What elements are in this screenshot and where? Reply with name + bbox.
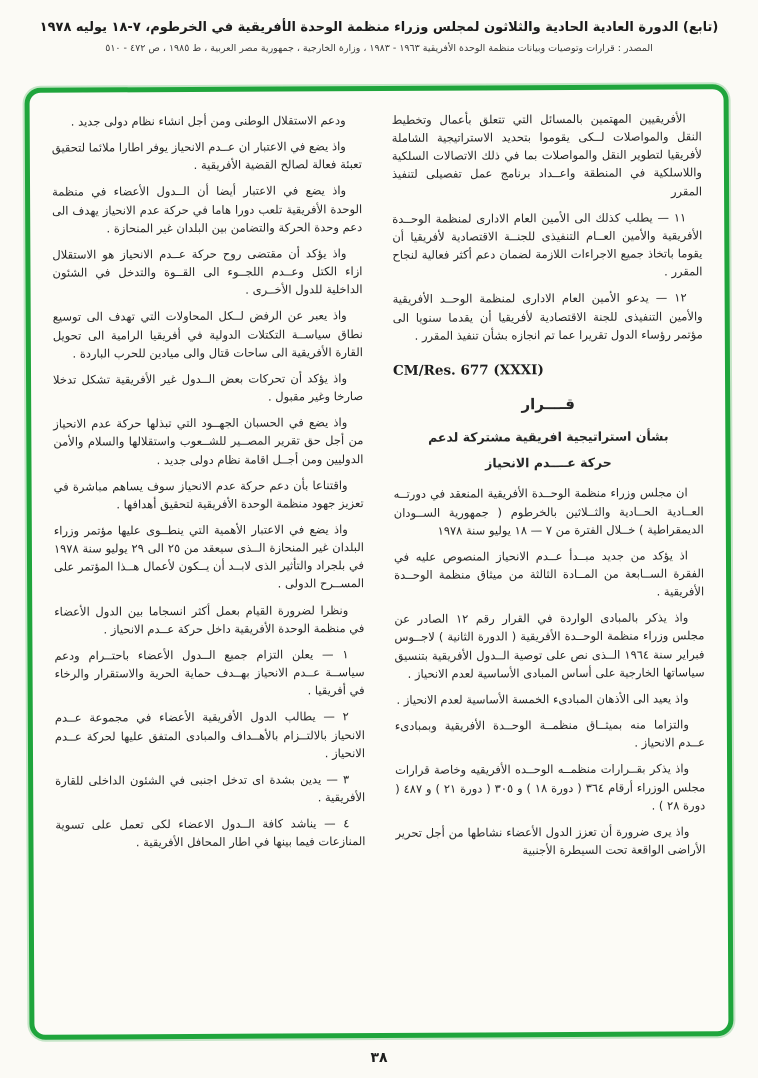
- paragraph: ٣ — يدين بشدة اى تدخل اجنبى في الشئون الداخلى للقارة الأفريقية .: [55, 772, 366, 805]
- paragraph: ونظرا لضرورة القيام بعمل أكثر انسجاما بين الدول الأعضاء في منظمة الوحدة الأفريقية داخل حركة عــدم الانحياز .: [54, 602, 365, 637]
- paragraph: واذ يذكر بالمبادى الواردة في القرار رقم ١٢ الصادر عن مجلس وزراء منظمة الوحــدة الأفريقية ( الدورة الثانية ) لاجــوس فبراير سنة ١٩٦٤ الــذى نص على توصية الــدول الأفريقية بتنسيق سياساتها الخارجية على أساس المبادى الأساسية لعدم الانحياز .: [394, 610, 705, 681]
- resolution-subtitle-line2: حركة عــــدم الانحياز: [485, 454, 612, 471]
- resolution-subtitle-line1: بشأن استراتيجية افريقية مشتركة لدعم: [428, 428, 669, 445]
- resolution-title: قــــرار: [521, 395, 575, 414]
- source-citation: المصدر : قرارات وتوصيات وبيانات منظمة الوحدة الأفريقية ١٩٦٣ - ١٩٨٣ ، وزارة الخارجية ، جمهورية مصر العربية ، ط ١٩٨٥ ، ص ٤٧٢ - ٥١٠: [105, 43, 653, 54]
- paragraph: ١٢ — يدعو الأمين العام الادارى لمنظمة الوحــد الأفريقية والأمين التنفيذى للجنة الاقتصادية لأفريقيا أن يقدما سنويا الى مؤتمر رؤساء الدول تقريرا عما تم انجازه بشأن تنفيذ المقرر .: [392, 290, 703, 343]
- paragraph: واذ يضع في الاعتبار ان عــدم الانحياز يوفر اطارا ملائما لتحقيق تعبئة فعالة لصالح القضية الأفريقية .: [51, 139, 362, 173]
- page-number: ٣٨: [370, 1050, 388, 1066]
- paragraph: واقتناعا بأن دعم حركة عدم الانحياز سوف يساهم مباشرة في تعزيز جهود منظمة الوحدة الأفريقية لتحقيق أهدافها .: [53, 477, 364, 512]
- paragraph: واذ يضع في الاعتبار الأهمية التي ينطــوى عليها مؤتمر وزراء البلدان غير المنحازة الــذى سيعقد من ٢٥ الى ٢٩ يوليو سنة ١٩٧٨ في بلجراد والتأثير الذى لابــد أن يــكون لأعمال هــذا المؤتمر على المســرح الدولى .: [53, 522, 365, 591]
- paragraph: واذ يرى ضرورة أن تعزز الدول الأعضاء نشاطها من أجل تحرير الأراضى الواقعة تحت السيطرة الأجنبية: [395, 824, 706, 858]
- resolution-number: CM/Res. 677 (XXXI): [392, 362, 544, 379]
- paragraph: ودعم الاستقلال الوطنى ومن أجل انشاء نظام دولى جديد .: [70, 113, 346, 129]
- left-column: [52, 111, 367, 1021]
- paragraph: والتزاما منه بميثــاق منظمــة الوحــدة الأفريقية وبمبادىء عــدم الانحياز .: [394, 717, 705, 750]
- paragraph: ١ — يعلن التزام جميع الــدول الأعضاء باحتــرام ودعم سياســة عــدم الانحياز بهــدف حماية الحرية والاستقرار والرخاء في أفريقيا .: [54, 647, 365, 698]
- green-border-frame: [25, 84, 734, 1040]
- paragraph: واذ يعبر عن الرفض لــكل المحاولات التي تهدف الى توسيع نطاق سياســة التكتلات الدولية في أفريقيا الرامية الى تحويل القارة الأفريقية الى ساحات قتال والى ميادين للحرب الباردة .: [52, 308, 363, 361]
- paragraph: واذ يعيد الى الأذهان المبادىء الخمسة الأساسية لعدم الانحياز .: [396, 691, 689, 707]
- session-title: (تابع) الدورة العادية الحادية والثلاثون لمجلس وزراء منظمة الوحدة الأفريقية في الخرطوم، ٧-١٨ يوليه ١٩٧٨: [39, 20, 719, 35]
- paragraph: واذ يؤكد أن مقتضى روح حركة عــدم الانحياز هو الاستقلال ازاء الكتل وعــدم اللجــوء الى القــوة والتدخل في الشئون الداخلية للدول الأخــرى .: [52, 246, 363, 297]
- paragraph: ١١ — يطلب كذلك الى الأمين العام الادارى لمنظمة الوحــدة الأفريقية والأمين العــام التنفيذى للجنــة الاقتصادية لأفريقيا أن يقوما باتخاذ جميع الاجراءات اللازمة لضمان دعم أكثر فعالية لنجاح المقرر .: [392, 210, 703, 279]
- page-header: [0, 0, 758, 54]
- right-column: [392, 109, 707, 1019]
- paragraph: الأفريقيين المهتمين بالمسائل التي تتعلق بأعمال وتخطيط النقل والمواصلات لــكى يقوموا بتحديد الاستراتيجية الشاملة لأفريقيا لتطوير النقل والمواصلات بما في ذلك الاتصالات السلكية واللاسلكية في المنطقة واعــداد برنامج عمل تفصيلى لتنفيذ المقرر: [391, 111, 703, 199]
- paragraph: واذ يذكر بقــرارات منظمــه الوحــده الأفريقيه وخاصة قرارات مجلس الوزراء أرقام ٣٦٤ ( دورة ١٨ ) و ٣٠٥ ( دورة ٢١ ) و ٤٨٧ ( دورة ٢٨ ) .: [395, 761, 706, 813]
- paragraph: ٤ — يناشد كافة الــدول الاعضاء لكى تعمل على تسوية المنازعات فيما بينها في اطار المحافل الأفريقية .: [55, 816, 366, 850]
- paragraph: ٢ — يطالب الدول الأفريقية الأعضاء في مجموعة عــدم الانحياز بالالتــزام بالأهــداف والمبادى المتفق عليها لحركة عــدم الانحياز .: [54, 709, 366, 760]
- paragraph: واذ يضع في الاعتبار أيضا أن الــدول الأعضاء في منظمة الوحدة الأفريقية تلعب دورا هاما في حركة عدم الانحياز يهدف الى دعم وحدة الحركة والتضامن بين البلدان غير المنحازة .: [52, 183, 363, 236]
- paragraph: ان مجلس وزراء منظمة الوحــدة الأفريقية المنعقد في دورتــه العــادية الحــادية والثــلاثين بالخرطوم ( جمهورية الســودان الديمقراطية ) خــلال الفترة من ٧ — ١٨ يوليو سنة ١٩٧٨: [393, 485, 704, 538]
- paragraph: واذ يؤكد أن تحركات بعض الــدول غير الأفريقية تشكل تدخلا صارخا وغير مقبول .: [53, 371, 364, 404]
- two-column-layout: [52, 109, 707, 1020]
- paragraph: اذ يؤكد من جديد مبــدأ عــدم الانحياز المنصوص عليه في الفقرة الســابعة من المــادة الثالثة من ميثاق منظمة الوحــدة الأفريقية .: [393, 548, 705, 599]
- paragraph: واذ يضع في الحسبان الجهــود التي تبذلها حركة عدم الانحياز من أجل حق تقرير المصــير للشــعوب واستقلالها والسلام والأمن الدوليين ومن أجــل اقامة نظام دولى جديد .: [53, 415, 364, 467]
